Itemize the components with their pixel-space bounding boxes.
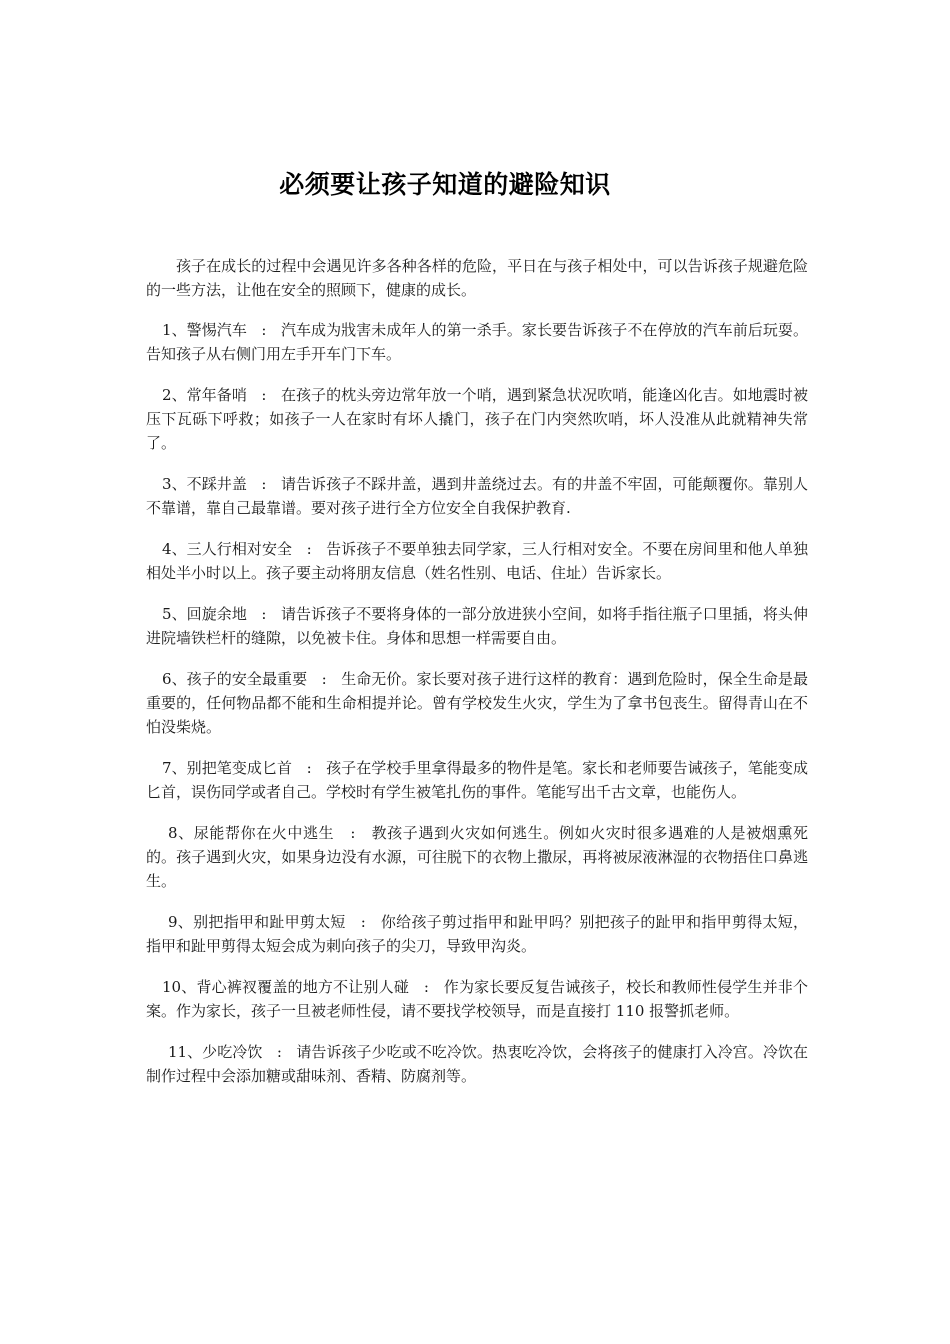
item-heading: 7、别把笔变成匕首 xyxy=(162,759,293,777)
item-heading: 9、别把指甲和趾甲剪太短 xyxy=(168,913,346,931)
list-item xyxy=(146,910,808,958)
item-text: 请告诉孩子不要将身体的一部分放进狭小空间，如将手指往瓶子口里插，将头伸进院墙铁栏杆的缝隙，以免被卡住。身体和思想一样需要自由。 xyxy=(146,605,808,647)
item-heading: 11、少吃冷饮 xyxy=(168,1043,263,1061)
document-body xyxy=(146,254,808,1105)
item-text: 汽车成为戕害未成年人的第一杀手。家长要告诉孩子不在停放的汽车前后玩耍。告知孩子从右侧门用左手开车门下车。 xyxy=(146,321,808,363)
list-item xyxy=(146,667,808,739)
item-separator: : xyxy=(409,978,444,996)
item-text: 作为家长要反复告诫孩子，校长和教师性侵学生并非个案。作为家长，孩子一旦被老师性侵，请不要找学校领导，而是直接打 110 报警抓老师。 xyxy=(146,978,808,1020)
item-separator: : xyxy=(262,1043,297,1061)
item-separator: : xyxy=(292,540,327,558)
item-text: 在孩子的枕头旁边常年放一个哨，遇到紧急状况吹哨，能逢凶化吉。如地震时被压下瓦砾下呼救；如孩子一人在家时有坏人撬门，孩子在门内突然吹哨，坏人没准从此就精神失常了。 xyxy=(146,386,808,452)
list-item xyxy=(146,318,808,366)
item-separator: : xyxy=(246,605,281,623)
list-item xyxy=(146,472,808,520)
item-heading: 1、警惕汽车 xyxy=(162,321,247,339)
item-heading: 2、常年备哨 xyxy=(162,386,247,404)
item-heading: 10、背心裤衩覆盖的地方不让别人碰 xyxy=(162,978,410,996)
item-text: 请告诉孩子不踩井盖，遇到井盖绕过去。有的井盖不牢固，可能颠覆你。靠别人不靠谱，靠自己最靠谱。要对孩子进行全方位安全自我保护教育. xyxy=(146,475,808,517)
item-text: 你给孩子剪过指甲和趾甲吗？别把孩子的趾甲和指甲剪得太短，指甲和趾甲剪得太短会成为刺向孩子的尖刀，导致甲沟炎。 xyxy=(146,913,808,955)
item-heading: 8、尿能帮你在火中逃生 xyxy=(168,824,335,842)
item-separator: : xyxy=(334,824,372,842)
item-heading: 3、不踩井盖 xyxy=(162,475,247,493)
item-heading: 4、三人行相对安全 xyxy=(162,540,293,558)
item-separator: : xyxy=(345,913,381,931)
item-separator: : xyxy=(246,321,281,339)
item-text: 教孩子遇到火灾如何逃生。例如火灾时很多遇难的人是被烟熏死的。孩子遇到火灾，如果身边没有水源，可往脱下的衣物上撒尿，再将被尿液淋湿的衣物捂住口鼻逃生。 xyxy=(146,824,808,890)
item-text: 告诉孩子不要单独去同学家，三人行相对安全。不要在房间里和他人单独相处半小时以上。孩子要主动将朋友信息（姓名性别、电话、住址）告诉家长。 xyxy=(146,540,808,582)
list-item xyxy=(146,383,808,455)
list-item xyxy=(146,821,808,893)
item-heading: 5、回旋余地 xyxy=(162,605,247,623)
item-separator: : xyxy=(246,475,281,493)
item-text: 孩子在学校手里拿得最多的物件是笔。家长和老师要告诫孩子，笔能变成匕首，误伤同学或者自己。学校时有学生被笔扎伤的事件。笔能写出千古文章，也能伤人。 xyxy=(146,759,808,801)
item-separator: : xyxy=(246,386,281,404)
list-item xyxy=(146,602,808,650)
intro-paragraph: 孩子在成长的过程中会遇见许多各种各样的危险，平日在与孩子相处中，可以告诉孩子规避危险的一些方法，让他在安全的照顾下，健康的成长。 xyxy=(146,257,808,299)
item-separator: : xyxy=(307,670,342,688)
item-text: 请告诉孩子少吃或不吃冷饮。热衷吃冷饮，会将孩子的健康打入冷宫。冷饮在制作过程中会添加糖或甜味剂、香精、防腐剂等。 xyxy=(146,1043,808,1085)
list-item xyxy=(146,756,808,804)
item-text: 生命无价。家长要对孩子进行这样的教育：遇到危险时，保全生命是最重要的，任何物品都不能和生命相提并论。曾有学校发生火灾，学生为了拿书包丧生。留得青山在不怕没柴烧。 xyxy=(146,670,808,736)
list-item xyxy=(146,975,808,1023)
item-heading: 6、孩子的安全最重要 xyxy=(162,670,308,688)
list-item xyxy=(146,1040,808,1088)
item-separator: : xyxy=(292,759,327,777)
list-item xyxy=(146,537,808,585)
page-title: 必须要让孩子知道的避险知识 xyxy=(279,170,611,199)
